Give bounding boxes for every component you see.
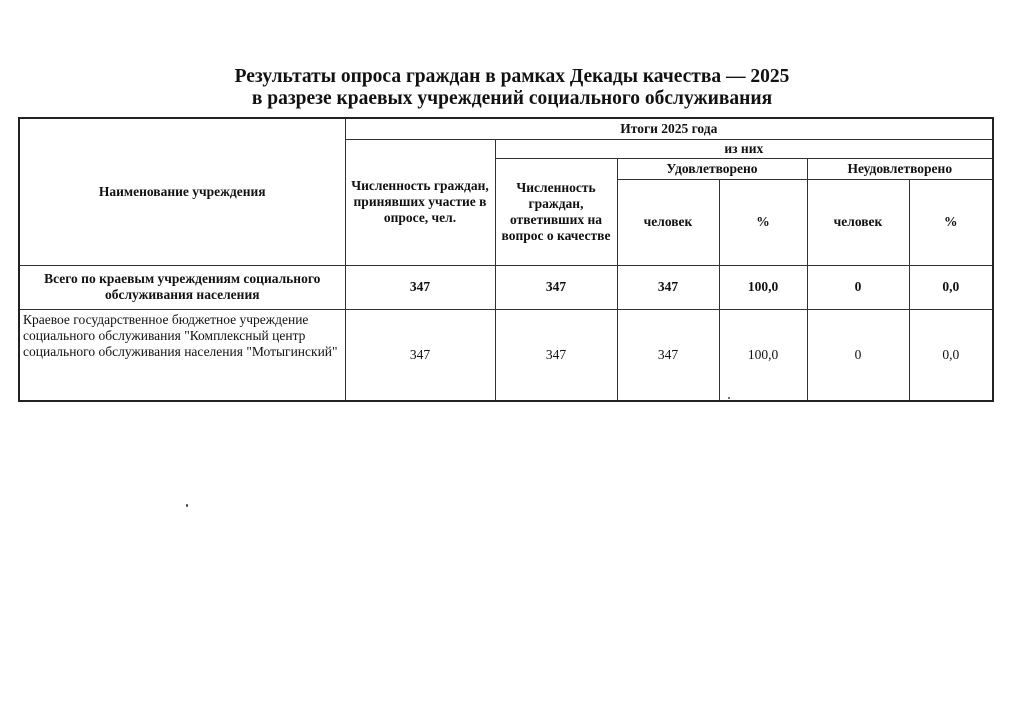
scan-speck xyxy=(186,504,188,507)
row-satisfied-people: 347 xyxy=(617,309,719,401)
header-participants: Численность граждан, принявших участие в опросе, чел. xyxy=(345,139,495,265)
header-unsatisfied-percent: % xyxy=(909,179,993,265)
row-satisfied-percent: 100,0 xyxy=(719,309,807,401)
header-of-them: из них xyxy=(495,139,993,158)
total-participants: 347 xyxy=(345,265,495,309)
row-answered: 347 xyxy=(495,309,617,401)
header-satisfied-people: человек xyxy=(617,179,719,265)
total-unsatisfied-people: 0 xyxy=(807,265,909,309)
total-satisfied-people: 347 xyxy=(617,265,719,309)
total-unsatisfied-percent: 0,0 xyxy=(909,265,993,309)
row-unsatisfied-percent: 0,0 xyxy=(909,309,993,401)
table-row xyxy=(19,309,993,401)
total-row-name: Всего по краевым учреждениям социального обслуживания населения xyxy=(19,265,345,309)
header-answered: Численность граждан, ответивших на вопрос о качестве xyxy=(495,158,617,265)
header-satisfied-percent: % xyxy=(719,179,807,265)
header-institution: Наименование учреждения xyxy=(19,118,345,265)
title-line-2: в разрезе краевых учреждений социального обслуживания xyxy=(251,88,773,109)
header-unsatisfied: Неудовлетворено xyxy=(807,158,993,179)
header-totals-year: Итоги 2025 года xyxy=(345,118,993,139)
total-answered: 347 xyxy=(495,265,617,309)
header-satisfied: Удовлетворено xyxy=(617,158,807,179)
scan-speck xyxy=(728,397,730,399)
total-satisfied-percent: 100,0 xyxy=(719,265,807,309)
institution-name: Краевое государственное бюджетное учреждение социального обслуживания "Комплексный центр социального обслуживания населения "Мотыгинский" xyxy=(19,309,345,401)
header-unsatisfied-people: человек xyxy=(807,179,909,265)
results-table xyxy=(18,117,994,402)
total-row xyxy=(19,265,993,309)
document-title xyxy=(0,66,1024,110)
title-line-1: Результаты опроса граждан в рамках Декады качества — 2025 xyxy=(234,66,790,87)
row-unsatisfied-people: 0 xyxy=(807,309,909,401)
row-participants: 347 xyxy=(345,309,495,401)
